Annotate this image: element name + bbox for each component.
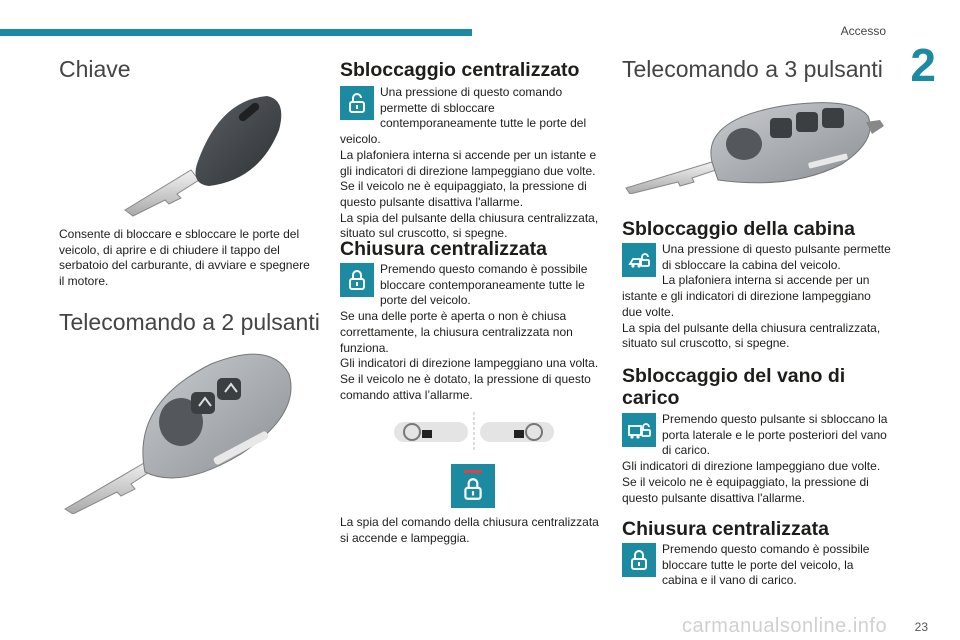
chapter-number: 2 xyxy=(910,39,936,91)
cargo-title: Sbloccaggio del vano di carico xyxy=(622,365,846,410)
lock-icon xyxy=(340,263,374,297)
dashboard-indicator-illustration xyxy=(392,412,556,454)
remote-2-buttons-illustration xyxy=(61,344,311,514)
remote3-title: Telecomando a 3 pulsanti xyxy=(622,56,883,82)
lock2-text: Premendo questo comando è possibile bloccare tutte le porte del veicolo, la cabina e il vano di carico. xyxy=(662,542,870,588)
indicator-text: La spia del comando della chiusura centralizzata si accende e lampeggia. xyxy=(340,515,599,545)
unlock-block xyxy=(340,85,606,242)
cab-block xyxy=(622,242,892,352)
lock-block xyxy=(340,262,606,403)
cab-unlock-icon xyxy=(622,243,656,277)
key-illustration xyxy=(119,90,289,218)
cargo-unlock-icon xyxy=(622,413,656,447)
remote2-title: Telecomando a 2 pulsanti xyxy=(59,309,320,335)
key-title: Chiave xyxy=(59,56,131,82)
cargo-block xyxy=(622,412,892,506)
unlock-icon xyxy=(340,86,374,120)
unlock-text: Una pressione di questo comando permette di sbloccare contemporaneamente tutte le porte del veicolo. La plafoniera interna si accende per un istante e gli indicatori di direzione lampeggiano due volte. Se il veicolo ne è equipaggiato, la pressione di questo pulsante disattiva l'allarme. La spia del pulsante della chiusura centralizzata, situato sul cruscotto, si spegne. xyxy=(340,85,599,241)
lock-indicator-button xyxy=(451,464,495,508)
lock2-icon xyxy=(622,543,656,577)
lock-indicator-icon xyxy=(460,476,486,502)
lock2-title: Chiusura centralizzata xyxy=(622,518,829,540)
remote-3-buttons-illustration xyxy=(622,100,884,194)
cab-text: Una pressione di questo pulsante permette di sbloccare la cabina del veicolo. La plafoniera interna si accende per un istante e gli indicatori di direzione lampeggiano due volte. La spia del pulsante della chiusura centralizzata, situato sul cruscotto, si spegne. xyxy=(622,242,891,351)
watermark: carmanualsonline.info xyxy=(682,615,888,637)
unlock-title: Sbloccaggio centralizzato xyxy=(340,59,580,81)
key-text: Consente di bloccare e sbloccare le porte del veicolo, di aprire e di chiudere il tappo del serbatoio del carburante, di avviare e spegnere il motore. xyxy=(59,227,310,289)
cab-title: Sbloccaggio della cabina xyxy=(622,218,855,240)
header-accent-bar xyxy=(0,29,472,36)
indicator-light xyxy=(464,470,482,473)
cargo-text: Premendo questo pulsante si sbloccano la porta laterale e le porte posteriori del vano di carico. Gli indicatori di direzione lampeggiano due volte. Se il veicolo ne è equipaggiato, la pressione di questo pulsante disattiva l'allarme. xyxy=(622,412,888,505)
lock2-block xyxy=(622,542,892,589)
section-label: Accesso xyxy=(840,24,886,38)
lock-text: Premendo questo comando è possibile bloccare contemporaneamente tutte le porte del veicolo. Se una delle porte è aperta o non è chiusa correttamente, la chiusura centralizzata non funziona. Gli indicatori di direzione lampeggiano una volta. Se il veicolo ne è dotato, la pressione di questo comando attiva l’allarme. xyxy=(340,262,599,402)
lock-title: Chiusura centralizzata xyxy=(340,238,547,260)
page-number: 23 xyxy=(914,620,928,634)
